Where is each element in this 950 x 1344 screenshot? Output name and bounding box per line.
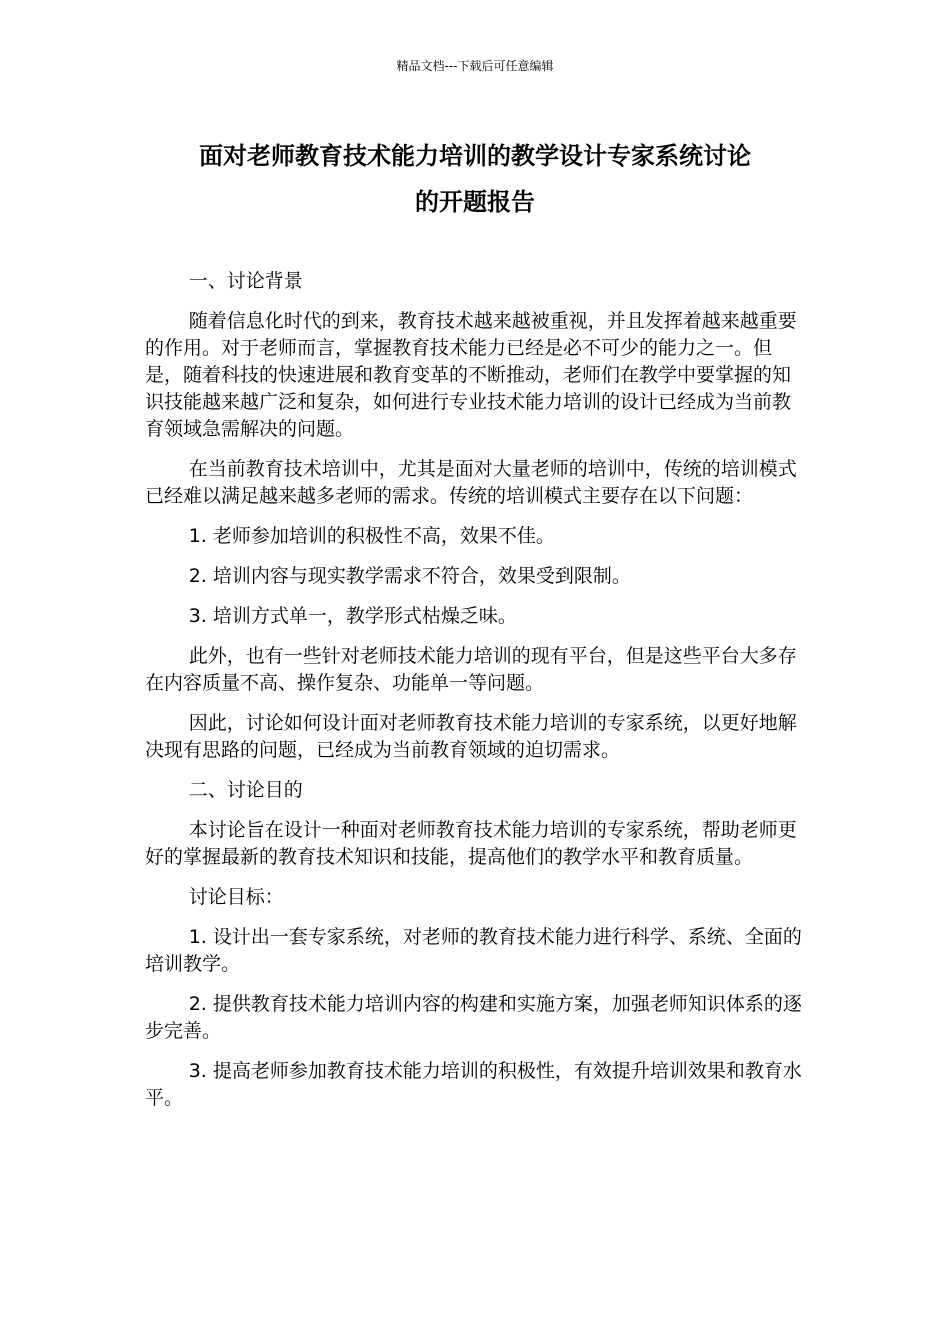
list-item: 3. 提高老师参加教育技术能力培训的积极性，有效提升培训效果和教育水平。 (145, 1060, 802, 1109)
document-title (120, 133, 830, 225)
list-item: 2. 提供教育技术能力培训内容的构建和实施方案，加强老师知识体系的逐步完善。 (145, 993, 802, 1042)
document-body (145, 268, 805, 1125)
list-item: 1. 老师参加培训的积极性不高，效果不佳。 (188, 525, 555, 547)
section-heading-background: 一、讨论背景 (188, 270, 303, 292)
list-item: 1. 设计出一套专家系统，对老师的教育技术能力进行科学、系统、全面的培训教学。 (145, 926, 802, 975)
body-paragraph: 因此，讨论如何设计面对老师教育技术能力培训的专家系统，以更好地解决现有思路的问题，已经成为当前教育领域的迫切需求。 (145, 712, 797, 761)
document-title-line-2: 的开题报告 (415, 188, 535, 216)
body-paragraph: 此外，也有一些针对老师技术能力培训的现有平台，但是这些平台大多存在内容质量不高、操作复杂、功能单一等问题。 (145, 645, 797, 694)
body-paragraph: 随着信息化时代的到来，教育技术越来越被重视，并且发挥着越来越重要的作用。对于老师而言，掌握教育技术能力已经是必不可少的能力之一。但是，随着科技的快速进展和教育变革的不断推动，老师们在教学中要掌握的知识技能越来越广泛和复杂，如何进行专业技术能力培训的设计已经成为当前教育领域急需解决的问题。 (145, 310, 797, 440)
body-paragraph: 本讨论旨在设计一种面对老师教育技术能力培训的专家系统，帮助老师更好的掌握最新的教育技术知识和技能，提高他们的教学水平和教育质量。 (145, 819, 797, 868)
list-item: 2. 培训内容与现实教学需求不符合，效果受到限制。 (188, 565, 631, 587)
document-title-line-1: 面对老师教育技术能力培训的教学设计专家系统讨论 (199, 142, 751, 170)
subheading-goals: 讨论目标： (188, 886, 284, 908)
body-paragraph: 在当前教育技术培训中，尤其是面对大量老师的培训中，传统的培训模式已经难以满足越来越多老师的需求。传统的培训模式主要存在以下问题： (145, 458, 797, 507)
section-heading-purpose: 二、讨论目的 (188, 779, 303, 801)
page-header-note: 精品文档---下载后可任意编辑 (396, 59, 554, 73)
list-item: 3. 培训方式单一，教学形式枯燥乏味。 (188, 605, 517, 627)
